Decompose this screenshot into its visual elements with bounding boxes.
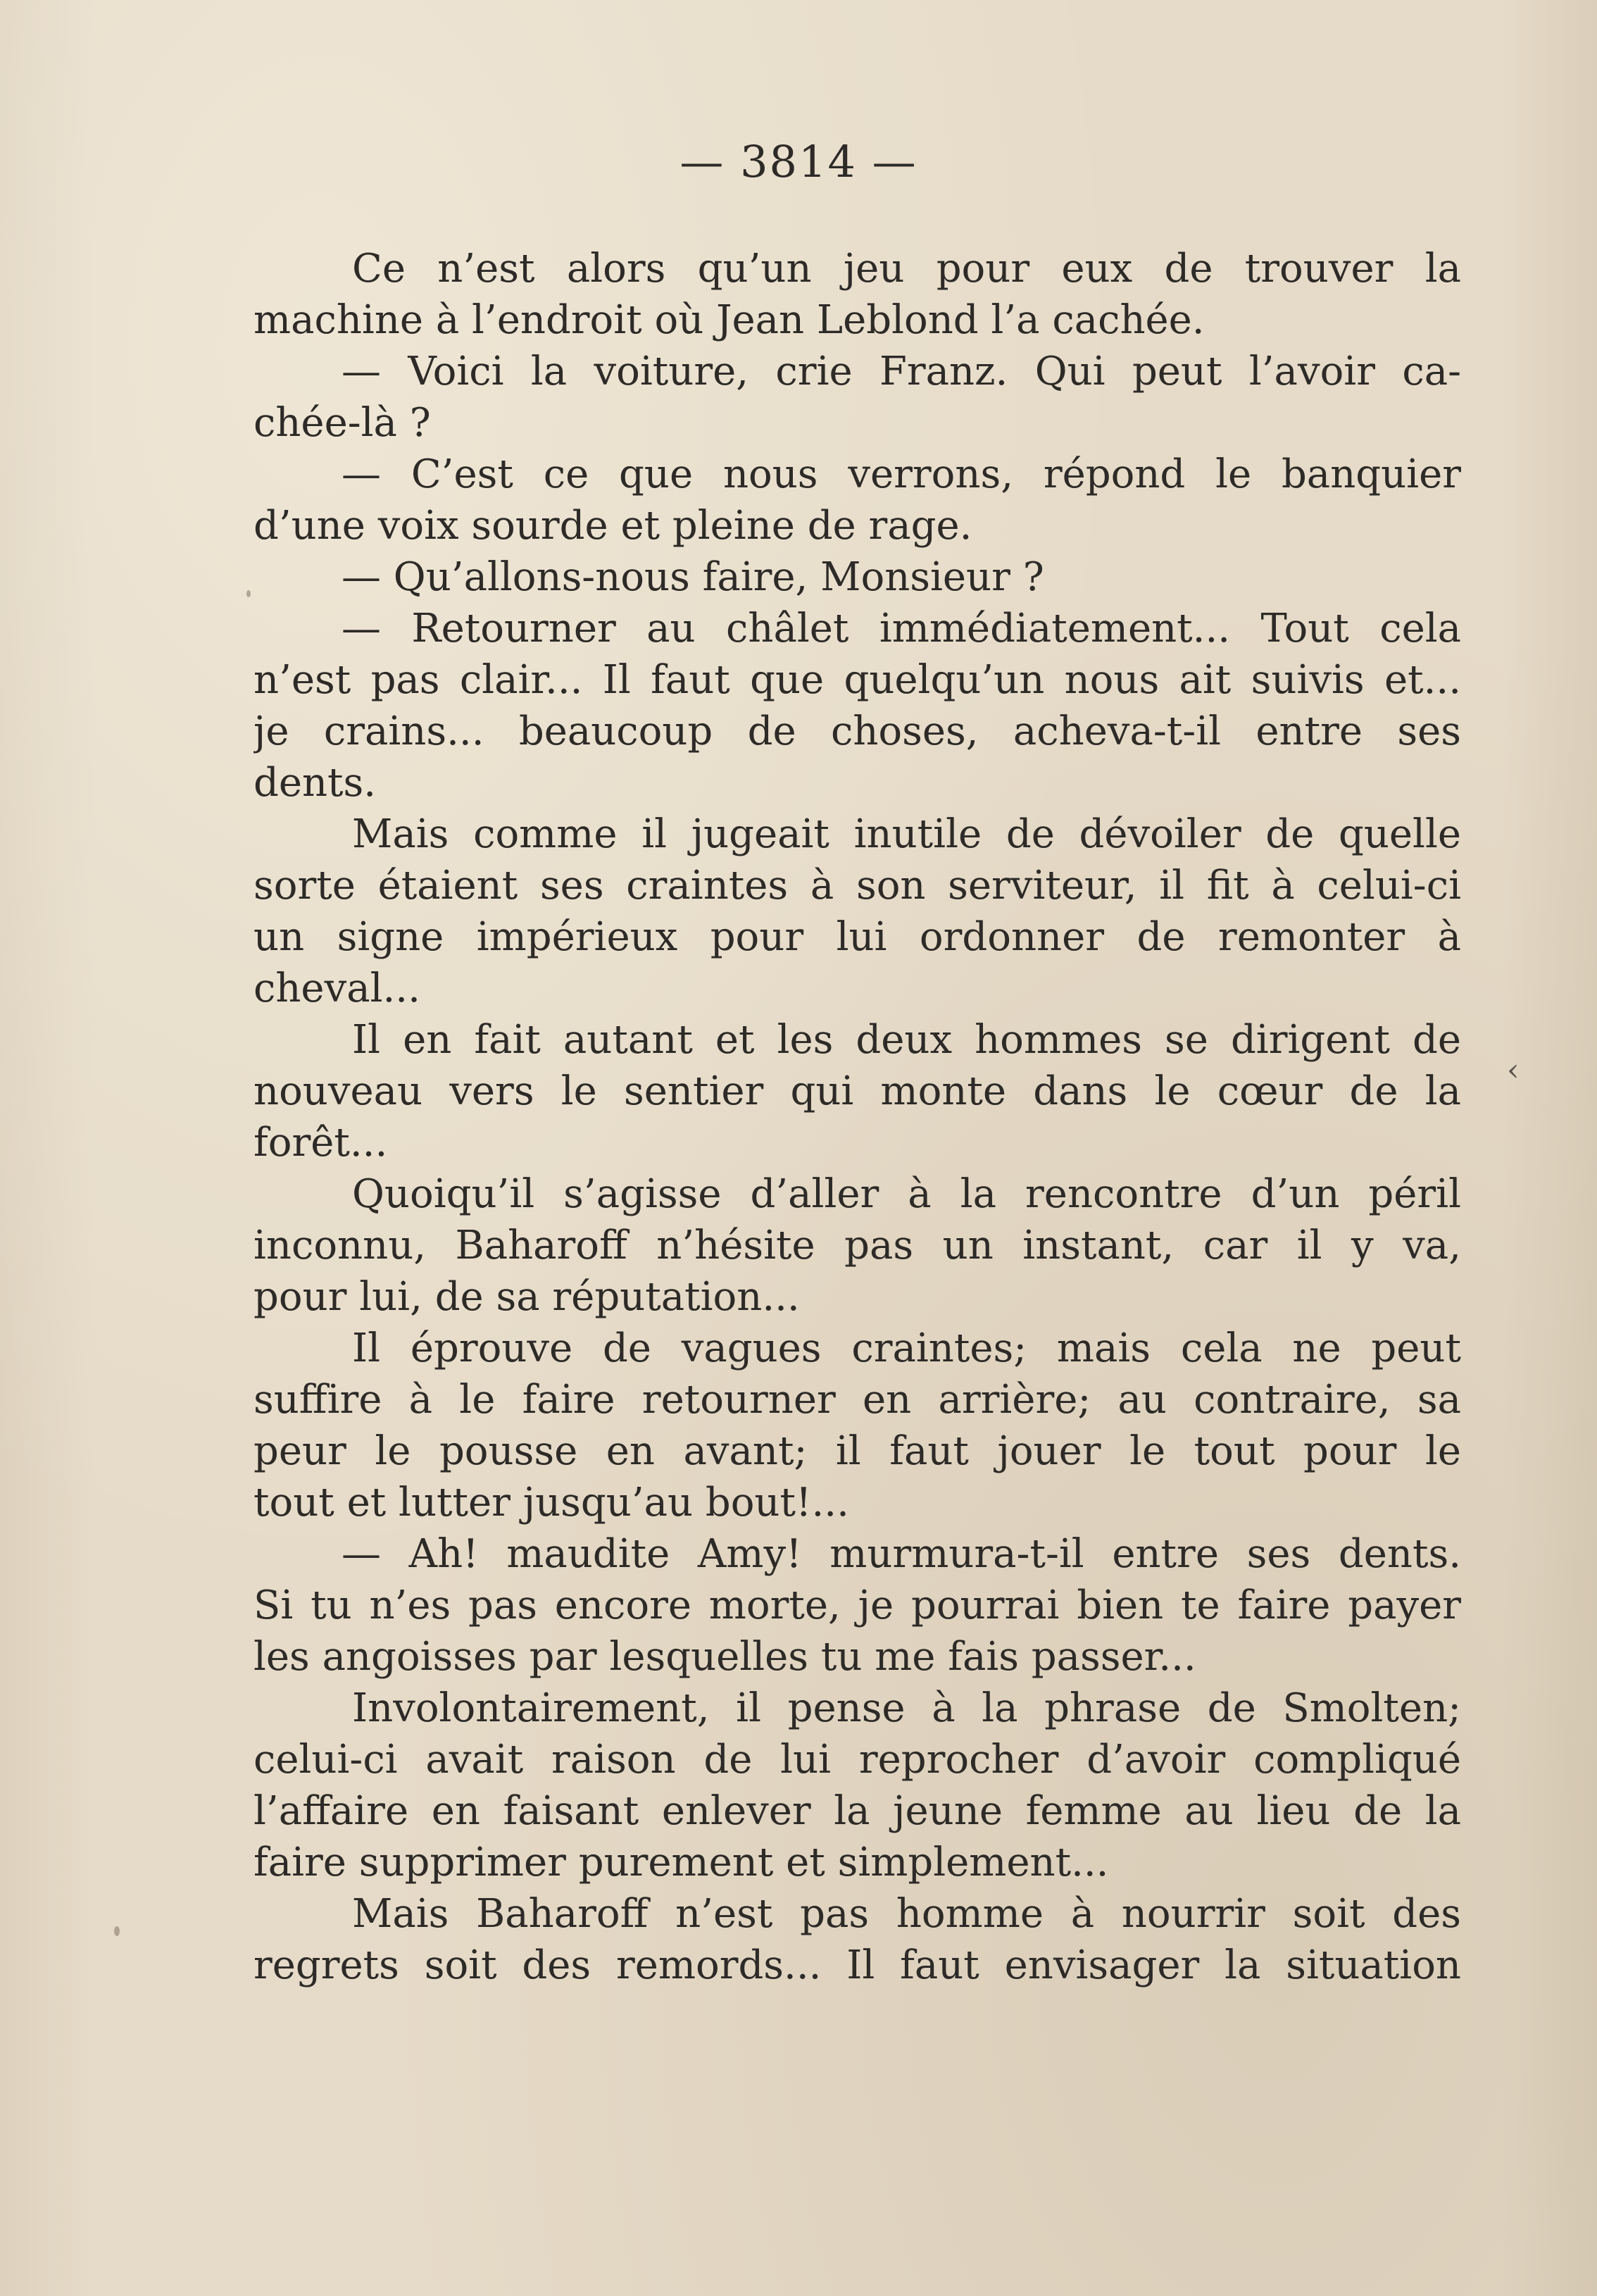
text-line: dents. <box>253 760 377 806</box>
text-line: Ce n’est alors qu’un jeu pour eux de trouver la <box>352 246 1461 292</box>
paper-speck <box>246 590 251 597</box>
text-line: les angoisses par lesquelles tu me fais passer... <box>253 1634 1196 1680</box>
text-line: cheval... <box>253 966 420 1011</box>
margin-mark: ‹ <box>1507 1052 1520 1088</box>
text-line: n’est pas clair... Il faut que quelqu’un nous ait suivis et... <box>253 657 1461 703</box>
text-line: je crains... beaucoup de choses, acheva-t-il entre ses <box>253 709 1461 754</box>
text-line: celui-ci avait raison de lui reprocher d’avoir compliqué <box>253 1737 1461 1783</box>
text-line: — C’est ce que nous verrons, répond le banquier <box>342 451 1461 497</box>
text-line: Quoiqu’il s’agisse d’aller à la rencontre d’un péril <box>352 1171 1461 1217</box>
text-line: tout et lutter jusqu’au bout!... <box>253 1480 849 1526</box>
text-line: nouveau vers le sentier qui monte dans le cœur de la <box>253 1068 1461 1114</box>
text-line: peur le pousse en avant; il faut jouer le tout pour le <box>253 1428 1461 1474</box>
text-line: inconnu, Baharoff n’hésite pas un instant, car il y va, <box>253 1223 1461 1268</box>
text-line: machine à l’endroit où Jean Leblond l’a cachée. <box>253 297 1205 343</box>
page-number: — 3814 — <box>679 136 918 187</box>
body-text <box>253 243 1461 1991</box>
text-line: Mais comme il jugeait inutile de dévoiler de quelle <box>352 811 1461 857</box>
text-line: un signe impérieux pour lui ordonner de remonter à <box>253 914 1461 960</box>
text-line: faire supprimer purement et simplement... <box>253 1840 1109 1885</box>
text-line: Mais Baharoff n’est pas homme à nourrir soit des <box>352 1891 1461 1937</box>
text-line: pour lui, de sa réputation... <box>253 1274 800 1320</box>
text-line: — Voici la voiture, crie Franz. Qui peut l’avoir ca- <box>342 349 1461 394</box>
text-line: — Qu’allons-nous faire, Monsieur ? <box>342 554 1044 600</box>
text-line: Si tu n’es pas encore morte, je pourrai bien te faire payer <box>253 1583 1461 1628</box>
text-line: Il en fait autant et les deux hommes se dirigent de <box>352 1017 1461 1063</box>
text-line: — Ah! maudite Amy! murmura-t-il entre ses dents. <box>342 1531 1461 1577</box>
text-line: chée-là ? <box>253 400 431 446</box>
text-line: suffire à le faire retourner en arrière; au contraire, sa <box>253 1377 1461 1423</box>
text-line: l’affaire en faisant enlever la jeune femme au lieu de la <box>253 1788 1461 1834</box>
text-line: sorte étaient ses craintes à son serviteur, il fit à celui-ci <box>253 863 1461 909</box>
text-line: forêt... <box>253 1120 388 1166</box>
text-line: Il éprouve de vagues craintes; mais cela ne peut <box>352 1325 1461 1371</box>
text-line: — Retourner au châlet immédiatement... Tout cela <box>342 606 1461 651</box>
paper-speck <box>114 1926 120 1936</box>
text-line: regrets soit des remords... Il faut envisager la situation <box>253 1942 1461 1988</box>
text-line: d’une voix sourde et pleine de rage. <box>253 503 972 549</box>
text-line: Involontairement, il pense à la phrase de Smolten; <box>352 1685 1461 1731</box>
